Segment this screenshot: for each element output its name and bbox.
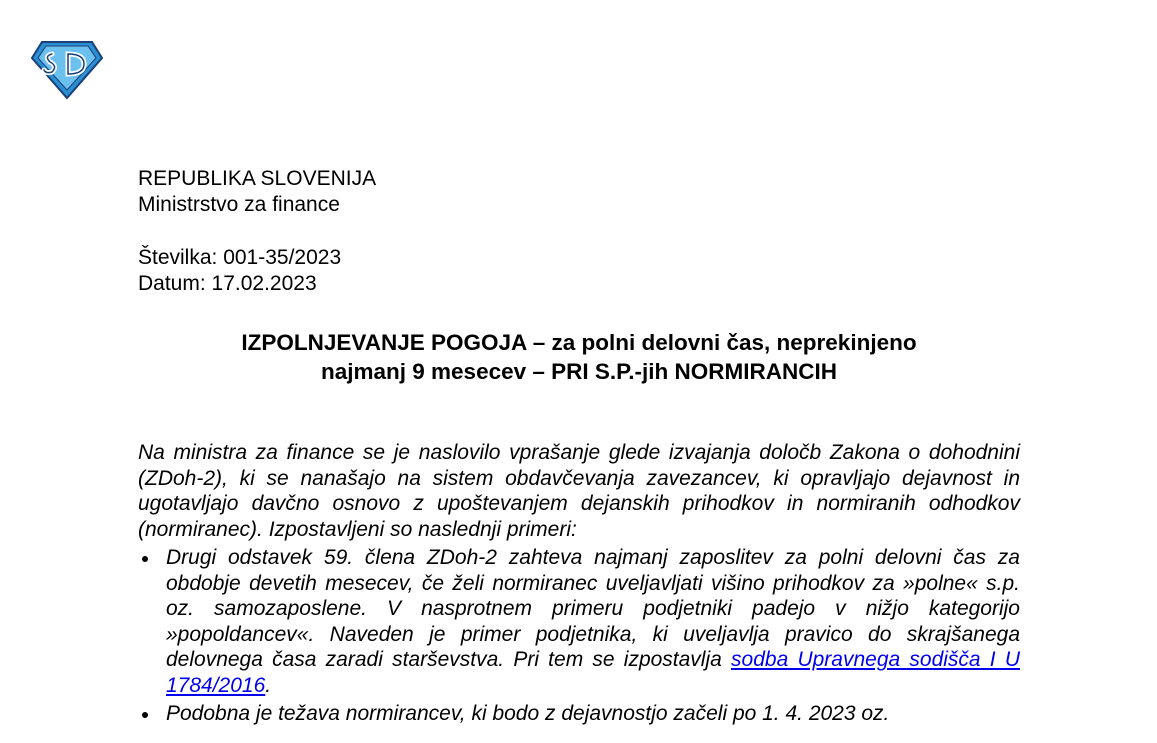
title-line-2: najmanj 9 mesecev – PRI S.P.-jih NORMIRANCIH <box>321 359 837 384</box>
list-item <box>138 701 1020 727</box>
document-number: Številka: 001-35/2023 <box>138 246 342 269</box>
bullet-list <box>138 545 1020 727</box>
country-name: REPUBLIKA SLOVENIJA <box>138 167 377 190</box>
document-date: Datum: 17.02.2023 <box>138 272 317 295</box>
ministry-name: Ministrstvo za finance <box>138 193 340 216</box>
document-title <box>138 328 1020 386</box>
bullet-2-text: Podobna je težava normirancev, ki bodo z dejavnostjo začeli po 1. 4. 2023 oz. <box>166 702 890 725</box>
title-line-1: IZPOLNJEVANJE POGOJA – za polni delovni čas, neprekinjeno <box>241 330 917 355</box>
bullet-icon <box>142 712 148 718</box>
document-body <box>138 440 1020 727</box>
intro-paragraph: Na ministra za finance se je naslovilo vprašanje glede izvajanja določb Zakona o dohodnini (ZDoh-2), ki se nanašajo na sistem obdavčevanja zavezancev, ki opravljajo dejavnost in ugotavljajo davčno osnovo z upoštevanjem dejanskih prihodkov in normiranih odhodkov (normiranec). Izpostavljeni so naslednji primeri: <box>138 441 1020 541</box>
document-header <box>138 166 376 297</box>
sd-diamond-logo-icon <box>30 40 104 100</box>
court-ruling-link[interactable]: sodba Upravnega sodišča I U 1784/2016 <box>166 648 1020 697</box>
bullet-icon <box>142 556 148 562</box>
bullet-1-end: . <box>265 673 272 697</box>
list-item <box>138 545 1020 698</box>
bullet-1-text: Drugi odstavek 59. člena ZDoh-2 zahteva najmanj zaposlitev za polni delovni čas za obdobje devetih mesecev, če želi normiranec uveljavljati višino prihodkov za »polne« s.p. oz. samozaposlene. V nasprotnem primeru podjetniki padejo v nižjo kategorijo »popoldancev«. Naveden je primer podjetnika, ki uveljavlja pravico do skrajšanega delovnega časa zaradi starševstva. Pri tem se izpostavlja <box>166 546 1020 671</box>
